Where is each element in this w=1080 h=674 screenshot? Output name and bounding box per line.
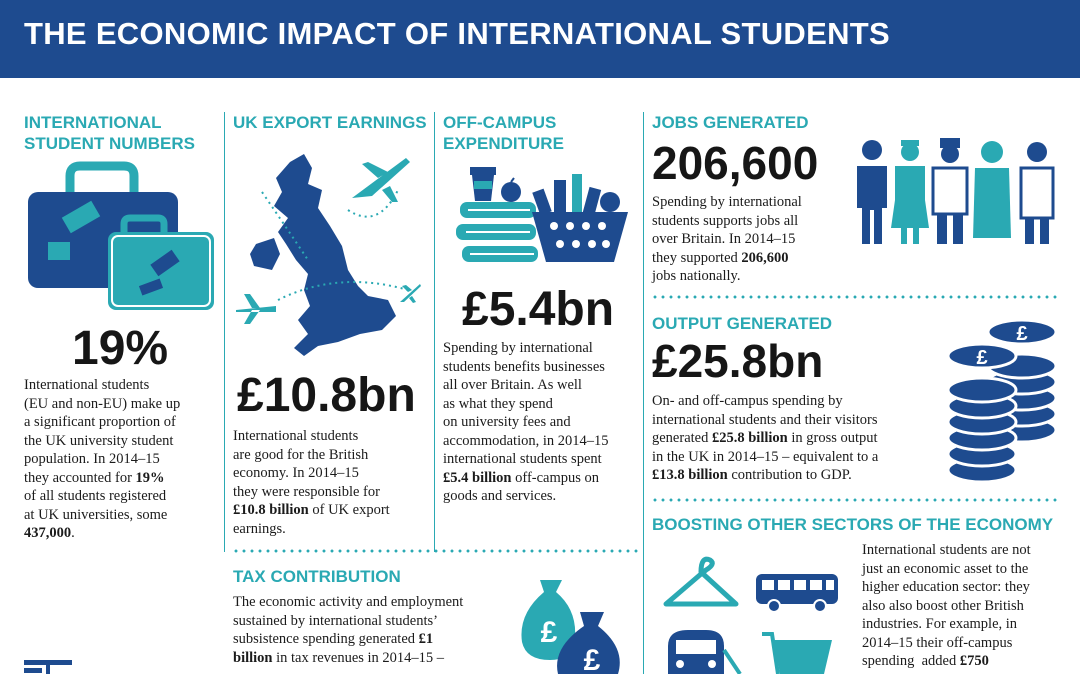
text-line: all over Britain. As well: [443, 377, 582, 393]
text-line: earnings.: [233, 520, 286, 537]
coffee-cup-icon: [470, 167, 496, 201]
svg-text:£: £: [540, 616, 558, 649]
text-line: [233, 649, 523, 668]
text-line: International students: [24, 377, 150, 393]
text-line: students benefits businesses: [443, 358, 605, 375]
bold-run: £5.4 billion: [443, 469, 512, 486]
text-line: jobs nationally.: [652, 268, 741, 284]
text-line: Spending by international: [652, 194, 802, 210]
offcampus-heading: [443, 112, 564, 154]
text-line: The economic activity and employment: [233, 594, 464, 610]
text-line: of all students registered: [24, 488, 167, 504]
student-numbers-heading: [24, 112, 195, 154]
worker-figures-icon: [855, 138, 1060, 244]
heading-line: OFF-CAMPUS: [443, 113, 557, 132]
text-run: they supported: [652, 249, 742, 266]
bold-run: 437,000: [24, 525, 72, 541]
text-line: population. In 2014–15: [24, 451, 160, 467]
sectors-text: [862, 541, 1078, 671]
text-line: [24, 524, 224, 543]
output-text: [652, 392, 952, 485]
text-line: [443, 469, 643, 488]
text-line: sustained by international students’: [233, 612, 438, 629]
text-line: accommodation, in 2014–15: [443, 432, 609, 449]
offcampus-stat: £5.4bn: [462, 283, 615, 336]
bold-run: billion: [233, 649, 273, 666]
money-bag-icon: [518, 576, 630, 674]
bold-run: 206,600: [741, 249, 789, 266]
tax-text: [233, 593, 523, 667]
divider-1: [224, 112, 225, 552]
bold-run: £13.8 billion: [652, 467, 728, 483]
apple-icon: [500, 178, 522, 202]
text-run: spending added: [862, 653, 960, 669]
text-run: subsistence spending generated: [233, 631, 419, 647]
coat-hanger-icon: [662, 552, 740, 610]
text-line: international students spent: [443, 451, 602, 467]
text-run: they accounted for: [24, 469, 136, 486]
text-line: economy. In 2014–15: [233, 465, 359, 481]
export-stat: £10.8bn: [237, 369, 416, 422]
text-line: students supports jobs all: [652, 212, 799, 229]
coin-stack-icon: [946, 318, 1058, 488]
text-line: [233, 630, 523, 649]
text-run: of UK export: [308, 502, 390, 518]
text-line: international students and their visitors: [652, 411, 878, 428]
shopping-basket-icon: [530, 172, 630, 264]
text-line: Spending by international: [443, 340, 593, 356]
jobs-text: [652, 193, 852, 286]
svg-text:£: £: [976, 347, 988, 369]
student-numbers-text: [24, 376, 224, 543]
text-line: higher education sector: they: [862, 579, 1030, 595]
tax-heading: TAX CONTRIBUTION: [233, 567, 401, 586]
bus-icon: [756, 574, 840, 612]
text-line: [233, 501, 433, 520]
text-run: generated: [652, 430, 712, 446]
text-line: International students are not: [862, 542, 1031, 558]
airplane-icon: [398, 282, 422, 304]
shopping-trolley-icon: [762, 630, 834, 674]
books-icon: [456, 200, 540, 266]
text-line: over Britain. In 2014–15: [652, 231, 796, 247]
export-text: [233, 427, 433, 538]
bold-run: £25.8 billion: [711, 430, 788, 446]
airplane-icon: [348, 152, 412, 204]
text-line: in the UK in 2014–15 – equivalent to a: [652, 448, 879, 465]
svg-text:£: £: [583, 644, 601, 674]
heading-line: STUDENT NUMBERS: [24, 134, 195, 153]
bold-run: 19%: [135, 469, 165, 486]
text-line: On- and off-campus spending by: [652, 393, 843, 409]
output-heading: OUTPUT GENERATED: [652, 314, 833, 333]
text-line: [24, 469, 224, 488]
text-line: 2014–15 their off-campus: [862, 634, 1013, 651]
jobs-stat: 206,600: [652, 137, 819, 189]
text-run: in tax revenues in 2014–15 –: [272, 649, 445, 666]
text-line: [652, 249, 852, 268]
divider-3: [643, 112, 644, 674]
text-run: in gross output: [787, 430, 878, 446]
bold-run: £10.8 billion: [233, 502, 309, 518]
dotted-divider: [651, 497, 1059, 503]
text-line: also also boost other British: [862, 597, 1024, 614]
sectors-heading: BOOSTING OTHER SECTORS OF THE ECONOMY: [652, 515, 1054, 534]
divider-2: [434, 112, 435, 552]
dotted-divider: [651, 294, 1059, 300]
text-line: a significant proportion of: [24, 414, 176, 430]
train-icon: [664, 630, 742, 674]
heading-line: EXPENDITURE: [443, 134, 564, 153]
text-line: goods and services.: [443, 488, 557, 504]
dotted-divider: [232, 548, 638, 554]
heading-line: INTERNATIONAL: [24, 113, 162, 132]
text-run: off-campus on: [511, 469, 600, 486]
text-run: contribution to GDP.: [727, 467, 852, 483]
text-line: [652, 429, 952, 448]
text-line: industries. For example, in: [862, 616, 1018, 632]
text-line: the UK university student: [24, 432, 174, 449]
text-run: .: [71, 525, 75, 541]
text-line: are good for the British: [233, 446, 369, 463]
bold-run: £750: [959, 653, 989, 669]
offcampus-text: [443, 339, 643, 506]
title-banner: [0, 0, 1080, 78]
text-line: on university fees and: [443, 414, 571, 430]
text-line: just an economic asset to the: [862, 560, 1029, 577]
airplane-icon: [234, 290, 278, 328]
page-title: THE ECONOMIC IMPACT OF INTERNATIONAL STUDENTS: [24, 16, 890, 51]
text-line: [862, 652, 1078, 671]
export-heading: UK EXPORT EARNINGS: [233, 113, 427, 132]
student-share-stat: 19%: [72, 322, 169, 375]
jobs-heading: JOBS GENERATED: [652, 113, 809, 132]
output-stat: £25.8bn: [652, 335, 824, 387]
text-line: [652, 466, 952, 485]
text-line: they were responsible for: [233, 483, 380, 500]
svg-text:£: £: [1016, 323, 1028, 345]
suitcase-icon: [28, 162, 218, 312]
text-line: International students: [233, 428, 359, 444]
text-line: (EU and non-EU) make up: [24, 395, 181, 412]
text-line: at UK universities, some: [24, 506, 168, 523]
logo-mark-icon: [24, 658, 74, 674]
text-line: as what they spend: [443, 395, 553, 412]
bold-run: £1: [418, 631, 434, 647]
